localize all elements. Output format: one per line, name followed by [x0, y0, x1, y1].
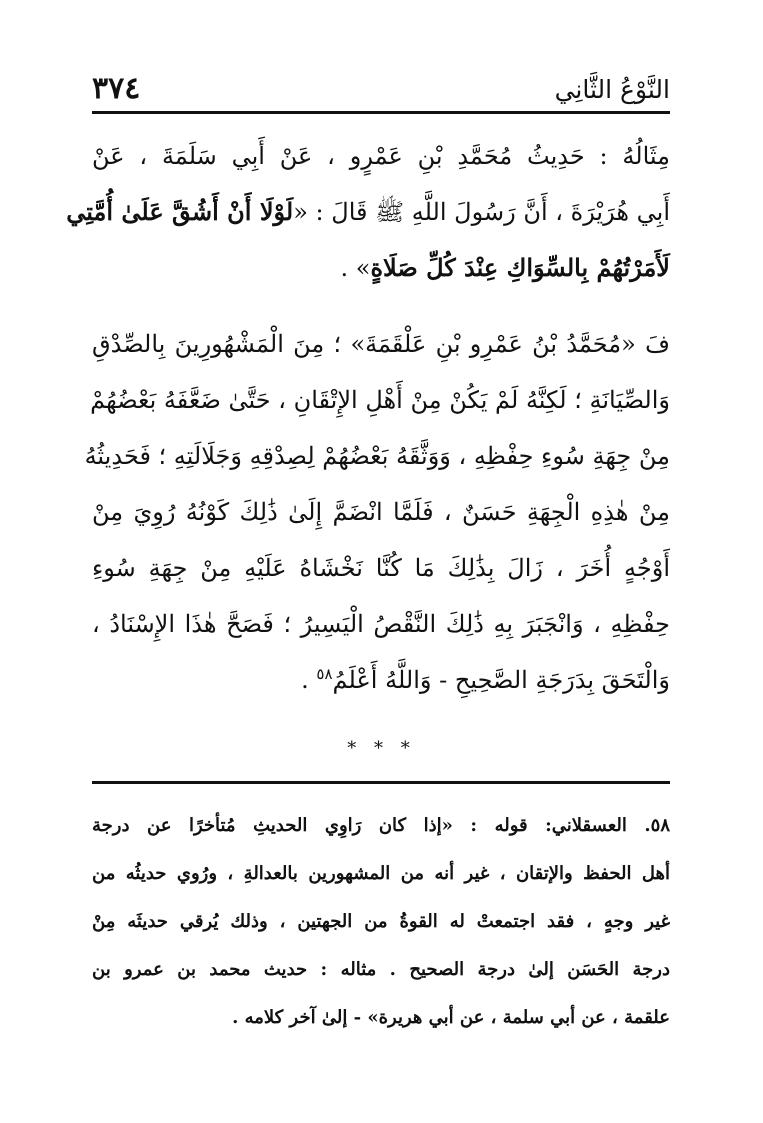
- footnote-line: درجة الحَسَن إلىٰ درجة الصحيح . مثاله : حديث محمد بن عمرو بن: [92, 959, 670, 980]
- hadith-text: لَأَمَرْتُهُمْ بِالسِّوَاكِ عِنْدَ كُلِّ صَلَاةٍ: [370, 253, 670, 282]
- text-span: حِفْظِهِ ، وَانْجَبَرَ بِهِ ذَٰلِكَ النَّقْصُ الْيَسِيرُ ؛ فَصَحَّ هٰذَا الإِسْنَادُ ،: [92, 610, 670, 638]
- text-span: مِنْ جِهَةِ سُوءِ حِفْظِهِ ، وَوَثَّقَهُ بَعْضُهُمْ لِصِدْقِهِ وَجَلَالَتِهِ ؛ فَحَدِيثُهُ: [84, 442, 670, 470]
- footnote: [92, 802, 670, 1042]
- text-span: أَبِي هُرَيْرَةَ ، أَنَّ رَسُولَ اللَّهِ ﷺ قَالَ : «: [293, 198, 670, 226]
- text-line: [92, 484, 670, 540]
- text-span: وَالصِّيَانَةِ ؛ لَكِنَّهُ لَمْ يَكُنْ مِنْ أَهْلِ الإِتْقَانِ ، حَتَّىٰ ضَعَّفَهُ بَعْضُهُمْ: [90, 386, 670, 414]
- footnote-line: غير وجهٍ ، فقد اجتمعتْ له القوةُ من الجهتين ، وذلك يُرقي حديثَه مِنْ: [92, 911, 670, 932]
- text-line: [92, 316, 670, 372]
- text-line: [92, 652, 670, 708]
- footnote-rule: [92, 781, 670, 784]
- footnote-line: ٥٨. العسقلاني: قوله : «إذا كان رَاوِي الحديثِ مُتأخرًا عن درجة: [92, 815, 670, 836]
- text-span: مِثَالُهُ : حَدِيثُ مُحَمَّدِ بْنِ عَمْرٍو ، عَنْ أَبِي سَلَمَةَ ، عَنْ: [92, 142, 670, 170]
- page-header: [92, 70, 670, 110]
- text-span: » .: [340, 254, 371, 282]
- text-line: [84, 428, 670, 484]
- text-span: وَالْتَحَقَ بِدَرَجَةِ الصَّحِيحِ - وَاللَّهُ أَعْلَمُ: [332, 666, 670, 694]
- text-line: [92, 540, 670, 596]
- text-span: فَ «مُحَمَّدُ بْنُ عَمْرِو بْنِ عَلْقَمَةَ» ؛ مِنَ الْمَشْهُورِينَ بِالصِّدْقِ: [92, 330, 670, 358]
- text-span: أَوْجُهٍ أُخَرَ ، زَالَ بِذَٰلِكَ مَا كُنَّا نَخْشَاهُ عَلَيْهِ مِنْ جِهَةِ سُوءِ: [92, 554, 670, 582]
- paragraph-gap: [92, 296, 670, 316]
- text-span: .: [301, 666, 317, 694]
- text-line: [92, 372, 670, 428]
- text-line: [92, 596, 670, 652]
- header-rule: [92, 111, 670, 114]
- main-text: [66, 128, 670, 708]
- footnote-line: علقمة ، عن أبي سلمة ، عن أبي هريرة» - إلىٰ آخر كلامه .: [232, 1007, 670, 1028]
- footnote-line: أهل الحفظ والإتقان ، غير أنه من المشهورين بالعدالةِ ، ورُوي حديثُه من: [92, 863, 670, 884]
- text-line: [92, 240, 670, 296]
- paragraph-example: [66, 128, 670, 296]
- text-span: مِنْ هٰذِهِ الْجِهَةِ حَسَنٌ ، فَلَمَّا انْضَمَّ إِلَىٰ ذَٰلِكَ كَوْنُهُ رُوِيَ مِنْ: [92, 498, 670, 526]
- hadith-text: لَوْلَا أَنْ أَشُقَّ عَلَىٰ أُمَّتِي: [66, 197, 294, 226]
- footnote-reference[interactable]: ٥٨: [316, 665, 333, 683]
- chapter-title: النَّوْعُ الثَّانِي: [554, 75, 670, 104]
- page-number: ٣٧٤: [92, 71, 141, 106]
- section-separator: * * *: [347, 738, 416, 759]
- text-line: [66, 184, 670, 240]
- paragraph-commentary: [84, 316, 670, 708]
- text-line: [92, 128, 670, 184]
